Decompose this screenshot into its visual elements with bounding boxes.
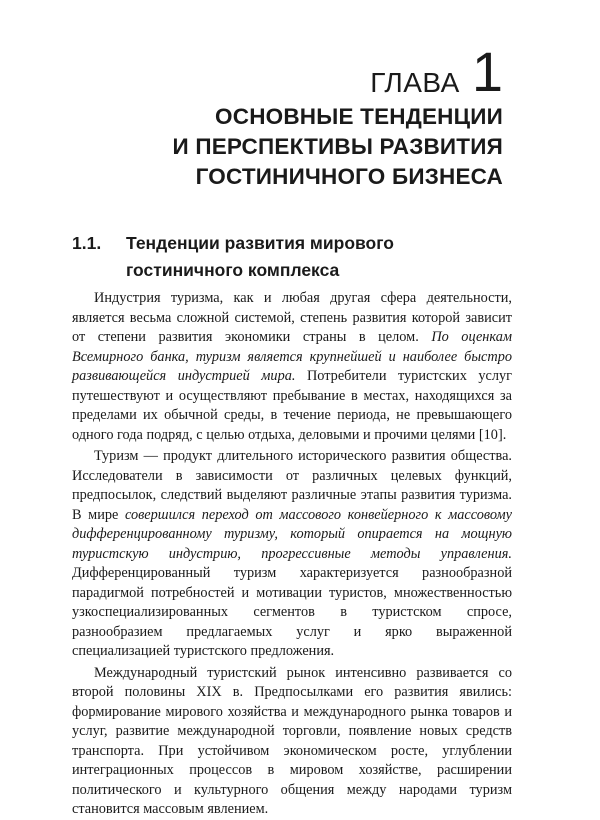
paragraph [72, 664, 512, 820]
chapter-number: 1 [471, 40, 503, 103]
text-run: Международный туристский рынок интенсивно развивается со второй половины XIX в. Предпосылками его развития явились: формирование мирового хозяйства и международного рынка товаров и услуг, развитие международной торговли, появление новых средств транспорта. При устойчивом экономическом росте, углублении интеграционных процессов в мировом хозяйстве, расширении политического и культурного общения между народами туризм становится массовым явлением. [72, 664, 512, 817]
chapter-label [370, 40, 503, 103]
section-title-line: Тенденции развития мирового [126, 233, 394, 253]
paragraph [72, 447, 512, 662]
text-run: Туризм — продукт длительного исторического развития общества. Исследователи в зависимости от различных целевых функций, предпосылок, следствий выделяют различные этапы развития туризма. В мире [72, 448, 512, 523]
text-run: Дифференцированный туризм характеризуется разнообразной парадигмой потребностей и мотивации туристов, множественностью узкоспециализированных сегментов в туристском спросе, разнообразием предлагаемых услуг и ярко выраженной специализацией туристского предложения. [72, 565, 512, 659]
section-title-line: гостиничного комплекса [126, 260, 340, 280]
chapter-title-line: ГОСТИНИЧНОГО БИЗНЕСА [195, 164, 503, 189]
chapter-title-line: ОСНОВНЫЕ ТЕНДЕНЦИИ [215, 104, 503, 129]
chapter-word: ГЛАВА [370, 67, 460, 98]
chapter-title-line: И ПЕРСПЕКТИВЫ РАЗВИТИЯ [172, 134, 503, 159]
text-run-italic: совершился переход от массового конвейерного к массовому дифференцированному туризму, который опирается на мощную туристскую индустрию, прогрессивные методы управления. [72, 506, 512, 562]
body-text [72, 289, 512, 820]
section-title [126, 230, 394, 284]
paragraph [72, 289, 512, 445]
text-run-italic: По оценкам Всемирного банка, туризм является крупнейшей и наиболее быстро развивающейся индустрией мира. [72, 329, 512, 384]
text-run: Потребители туристских услуг путешествуют и осуществляют пребывание в местах, находящихся за пределами их обычной среды, в течение периода, не превышающего одного года подряд, с целью отдыха, деловыми и прочими целями [10]. [72, 368, 512, 443]
text-run: Индустрия туризма, как и любая другая сфера деятельности, является весьма сложной системой, степень развития которой зависит от степени развития экономики страны в целом. [72, 290, 512, 345]
section-number: 1.1. [72, 233, 102, 253]
chapter-title [73, 102, 503, 192]
section-heading [72, 230, 394, 284]
